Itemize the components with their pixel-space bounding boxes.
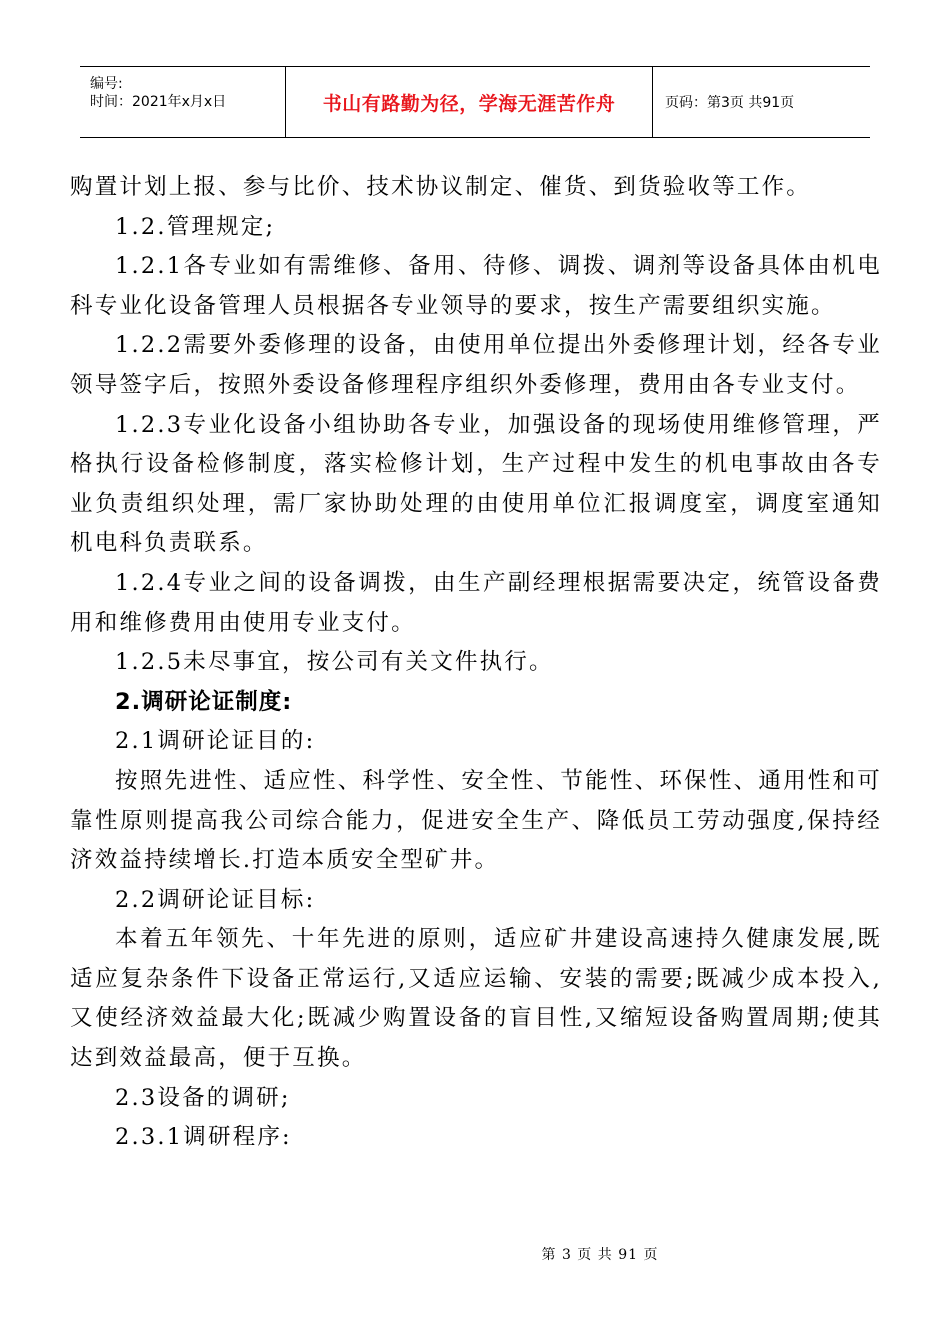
document-body <box>70 168 882 1158</box>
paragraph: 1.2.1各专业如有需维修、备用、待修、调拨、调剂等设备具体由机电科专业化设备管理人员根据各专业领导的要求，按生产需要组织实施。 <box>70 253 882 319</box>
paragraph: 1.2.2需要外委修理的设备，由使用单位提出外委修理计划，经各专业领导签字后，按照外委设备修理程序组织外委修理，费用由各专业支付。 <box>70 332 882 398</box>
section-heading-bold: 2.调研论证制度: <box>115 688 293 715</box>
paragraph: 1.2.3专业化设备小组协助各专业，加强设备的现场使用维修管理，严格执行设备检修制度，落实检修计划，生产过程中发生的机电事故由各专业负责组织处理，需厂家协助处理的由使用单位汇报调度室，调度室通知机电科负责联系。 <box>70 411 882 557</box>
page-footer <box>0 1244 950 1264</box>
header-motto: 书山有路勤为径，学海无涯苦作舟 <box>322 92 616 115</box>
time-label: 时间：2021年x月x日 <box>90 94 227 110</box>
paragraph: 按照先进性、适应性、科学性、安全性、节能性、环保性、通用性和可靠性原则提高我公司综合能力，促进安全生产、降低员工劳动强度,保持经济效益持续增长.打造本质安全型矿井。 <box>70 767 882 874</box>
section-heading: 2.3设备的调研; <box>115 1084 291 1111</box>
paragraph: 本着五年领先、十年先进的原则，适应矿井建设高速持久健康发展,既适应复杂条件下设备正常运行,又适应运输、安装的需要;既减少成本投入,又使经济效益最大化;既减少购置设备的盲目性,又缩短设备购置周期;使其达到效益最高，便于互换。 <box>70 926 882 1072</box>
document-header <box>80 66 870 138</box>
paragraph: 1.2.5未尽事宜，按公司有关文件执行。 <box>115 649 554 676</box>
footer-page-number: 第 3 页 共 91 页 <box>541 1247 659 1263</box>
paragraph: 购置计划上报、参与比价、技术协议制定、催货、到货验收等工作。 <box>70 174 812 200</box>
paragraph: 1.2.4专业之间的设备调拨，由生产副经理根据需要决定，统管设备费用和维修费用由使用专业支付。 <box>70 569 882 636</box>
header-page-code: 页码：第3页 共91页 <box>665 95 795 111</box>
number-label: 编号: <box>90 76 123 92</box>
section-heading: 2.1调研论证目的: <box>115 728 316 755</box>
section-heading: 2.2调研论证目标: <box>115 886 316 913</box>
section-heading: 1.2.管理规定; <box>115 213 276 240</box>
header-divider <box>652 67 653 137</box>
section-heading: 2.3.1调研程序: <box>115 1124 292 1151</box>
header-meta <box>80 67 285 137</box>
